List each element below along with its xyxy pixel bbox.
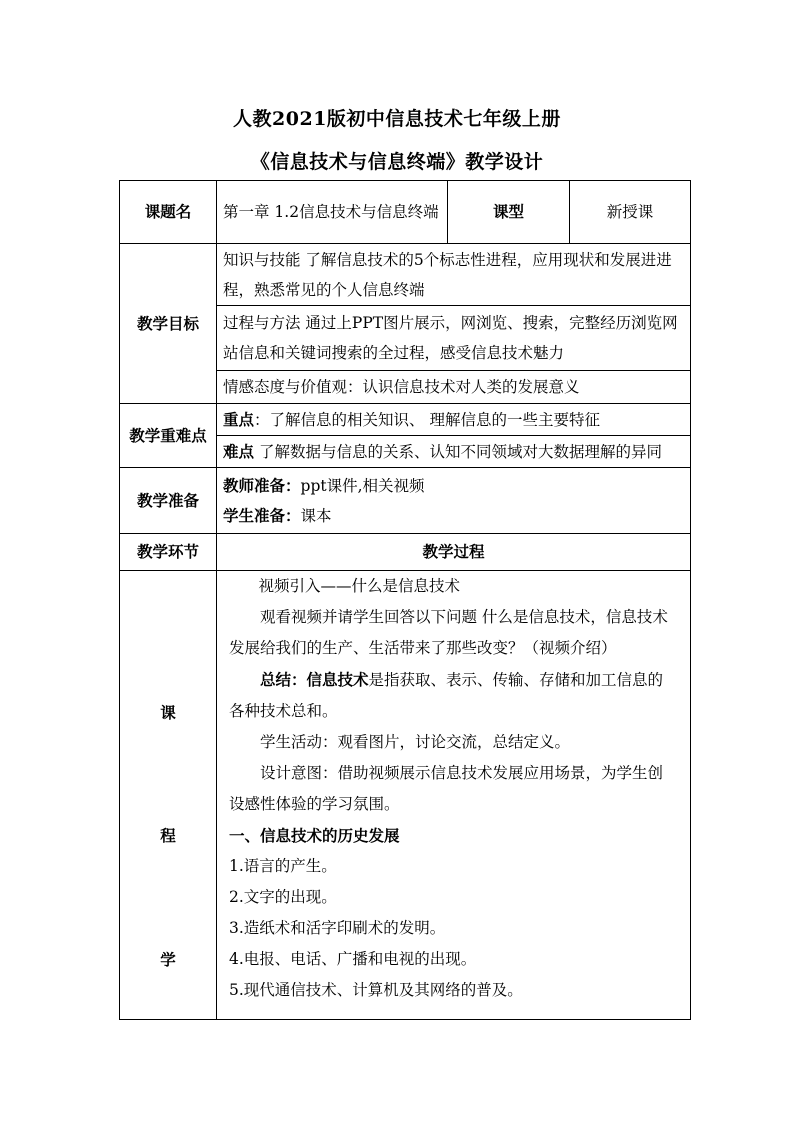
keypoints-label: 教学重难点 [120,404,217,468]
prep-content [217,468,691,534]
stage-char-2: 程 [160,826,176,845]
student-prep-text: 课本 [300,506,332,525]
topic-value: 第一章 1.2信息技术与信息终端 [217,181,448,244]
history-item-5: 5.现代通信技术、计算机及其网络的普及。 [229,981,523,999]
process-content-cell [217,571,691,1020]
difficult-point-label: 难点 [223,441,255,461]
student-prep-label: 学生准备： [223,505,301,525]
key-point-label: 重点 [223,409,255,429]
topic-label: 课题名 [120,181,217,244]
design-intent: 设计意图：借助视频展示信息技术发展应用场景，为学生创设感性体验的学习氛围。 [229,764,664,813]
history-item-1: 1.语言的产生。 [229,857,337,875]
difficult-point [217,436,691,468]
history-item-3: 3.造纸术和活字印刷术的发明。 [229,919,446,937]
lesson-type-label: 课型 [448,181,570,244]
intro-line: 视频引入——什么是信息技术 [258,577,460,595]
lesson-type-value: 新授课 [570,181,691,244]
document-title-line2: 《信息技术与信息终端》教学设计 [250,151,544,173]
topic-row [120,181,691,244]
stage-header: 教学环节 [120,534,217,571]
goals-label: 教学目标 [120,244,217,404]
history-item-2: 2.文字的出现。 [229,888,337,906]
goal-knowledge: 知识与技能 了解信息技术的5个标志性进程，应用现状和发展进进程，熟悉常见的个人信息终端 [217,244,691,306]
stage-char-3: 学 [160,950,176,969]
key-point [217,404,691,436]
summary [229,664,678,727]
summary-text: 是指获取、表示、传输、存储和加工信息的各种技术总和。 [229,671,664,720]
goal-attitude: 情感态度与价值观：认识信息技术对人类的发展意义 [217,371,691,404]
process-stage-cell [120,571,217,1020]
history-item-4: 4.电报、电话、广播和电视的出现。 [229,950,477,968]
difficult-point-text: 了解数据与信息的关系、认知不同领域对大数据理解的异同 [254,442,662,461]
section-title: 一、信息技术的历史发展 [229,826,400,845]
process-header: 教学过程 [217,534,691,571]
document-title-line1: 人教2021版初中信息技术七年级上册 [233,108,561,130]
video-question: 观看视频并请学生回答以下问题 什么是信息技术，信息技术发展给我们的生产、生活带来了那些改变？（视频介绍） [229,608,668,657]
summary-label: 总结：信息技术 [260,670,369,689]
goal-process: 过程与方法 通过上PPT图片展示，网浏览、搜索，完整经历浏览网站信息和关键词搜索的全过程，感受信息技术魅力 [217,306,691,371]
prep-label: 教学准备 [120,468,217,534]
key-point-text: ：了解信息的相关知识、 理解信息的一些主要特征 [254,410,600,429]
teacher-prep-label: 教师准备： [223,475,301,495]
stage-char-1: 课 [160,703,176,722]
student-activity: 学生活动：观看图片，讨论交流，总结定义。 [260,733,571,751]
teacher-prep-text: ppt课件,相关视频 [300,476,425,495]
lesson-plan-table [119,180,691,1020]
